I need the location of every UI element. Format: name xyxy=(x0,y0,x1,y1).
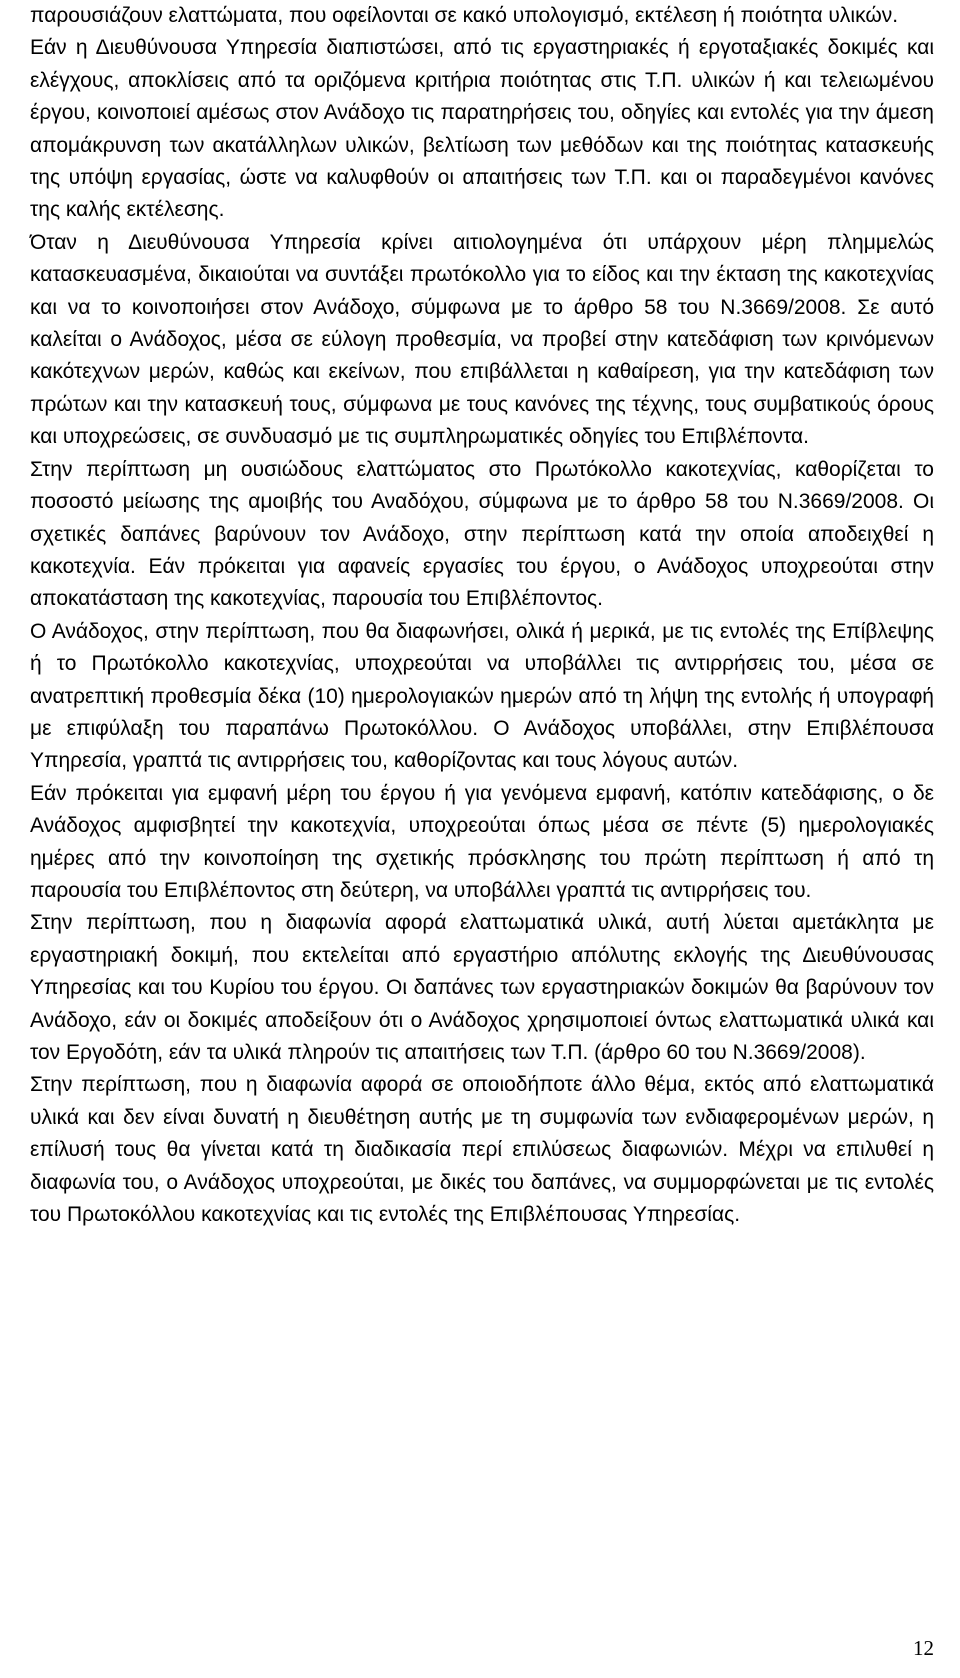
paragraph: Στην περίπτωση μη ουσιώδους ελαττώματος στο Πρωτόκολλο κακοτεχνίας, καθορίζεται το ποσοστό μείωσης της αμοιβής του Αναδόχου, σύμφωνα με το άρθρο 58 του Ν.3669/2008. Οι σχετικές δαπάνες βαρύνουν τον Ανάδοχο, στην περίπτωση κατά την οποία αποδειχθεί η κακοτεχνία. Εάν πρόκειται για αφανείς εργασίες του έργου, ο Ανάδοχος υποχρεούται στην αποκατάσταση της κακοτεχνίας, παρουσία του Επιβλέποντος. xyxy=(30,457,934,611)
paragraph: Ο Ανάδοχος, στην περίπτωση, που θα διαφωνήσει, ολικά ή μερικά, με τις εντολές της Επίβλεψης ή το Πρωτόκολλο κακοτεχνίας, υποχρεούται να υποβάλλει τις αντιρρήσεις του, μέσα σε ανατρεπτική προθεσμία δέκα (10) ημερολογιακών ημερών από τη λήψη της εντολής ή υπογραφή με επιφύλαξη του παραπάνω Πρωτοκόλλου. Ο Ανάδοχος υποβάλλει, στην Επιβλέπουσα Υπηρεσία, γραπτά τις αντιρρήσεις του, καθορίζοντας και τους λόγους αυτών. xyxy=(30,619,934,773)
paragraph: Εάν η Διευθύνουσα Υπηρεσία διαπιστώσει, από τις εργαστηριακές ή εργοταξιακές δοκιμές και ελέγχους, αποκλίσεις από τα οριζόμενα κριτήρια ποιότητας στις Τ.Π. υλικών ή και τελειωμένου έργου, κοινοποιεί αμέσως στον Ανάδοχο τις παρατηρήσεις του, οδηγίες και εντολές για την άμεση απομάκρυνση των ακατάλληλων υλικών, βελτίωση των μεθόδων και της ποιότητας κατασκευής της υπόψη εργασίας, ώστε να καλυφθούν οι απαιτήσεις των Τ.Π. και οι παραδεγμένοι κανόνες της καλής εκτέλεσης. xyxy=(30,36,934,222)
paragraph: Στην περίπτωση, που η διαφωνία αφορά ελαττωματικά υλικά, αυτή λύεται αμετάκλητα με εργαστηριακή δοκιμή, που εκτελείται από εργαστήριο απόλυτης εκλογής της Διευθύνουσας Υπηρεσίας και του Κυρίου του έργου. Οι δαπάνες των εργαστηριακών δοκιμών θα βαρύνουν τον Ανάδοχο, εάν οι δοκιμές αποδείξουν ότι ο Ανάδοχος χρησιμοποιεί όντως ελαττωματικά υλικά και τον Εργοδότη, εάν τα υλικά πληρούν τις απαιτήσεις των Τ.Π. (άρθρο 60 του Ν.3669/2008). xyxy=(30,911,934,1064)
document-body xyxy=(30,0,934,1231)
paragraph: Όταν η Διευθύνουσα Υπηρεσία κρίνει αιτιολογημένα ότι υπάρχουν μέρη πλημμελώς κατασκευασμένα, δικαιούται να συντάξει πρωτόκολλο για το είδος και την έκταση της κακοτεχνίας και να το κοινοποιήσει στον Ανάδοχο, σύμφωνα με το άρθρο 58 του Ν.3669/2008. Σε αυτό καλείται ο Ανάδοχος, μέσα σε εύλογη προθεσμία, να προβεί στην κατεδάφιση των κρινόμενων κακότεχνων μερών, καθώς και εκείνων, που επιβάλλεται η καθαίρεση, για την κατεδάφιση των πρώτων και την κατασκευή τους, σύμφωνα με τους κανόνες της τέχνης, τους συμβατικούς όρους και υποχρεώσεις, σε συνδυασμό με τις συμπληρωματικές οδηγίες του Επιβλέποντα. xyxy=(30,230,934,449)
paragraph: Εάν πρόκειται για εμφανή μέρη του έργου ή για γενόμενα εμφανή, κατόπιν κατεδάφισης, ο δε Ανάδοχος αμφισβητεί την κακοτεχνία, υποχρεούται όπως μέσα σε πέντε (5) ημερολογιακές ημέρες από την κοινοποίηση της σχετικής πρόσκλησης του πρώτη περίπτωση ή από τη παρουσία του Επιβλέποντος στη δεύτερη, να υποβάλλει γραπτά τις αντιρρήσεις του. xyxy=(30,781,934,902)
page-number: 12 xyxy=(913,1636,934,1660)
paragraph: παρουσιάζουν ελαττώματα, που οφείλονται σε κακό υπολογισμό, εκτέλεση ή ποιότητα υλικών. xyxy=(30,4,899,27)
paragraph: Στην περίπτωση, που η διαφωνία αφορά σε οποιοδήποτε άλλο θέμα, εκτός από ελαττωματικά υλικά και δεν είναι δυνατή η διευθέτηση αυτής με τη συμφωνία των ενδιαφερομένων μερών, η επίλυσή τους θα γίνεται κατά τη διαδικασία περί επιλύσεως διαφωνιών. Μέχρι να επιλυθεί η διαφωνία του, ο Ανάδοχος υποχρεούται, με δικές του δαπάνες, να συμμορφώνεται με τις εντολές του Πρωτοκόλλου κακοτεχνίας και τις εντολές της Επιβλέπουσας Υπηρεσίας. xyxy=(30,1073,934,1227)
